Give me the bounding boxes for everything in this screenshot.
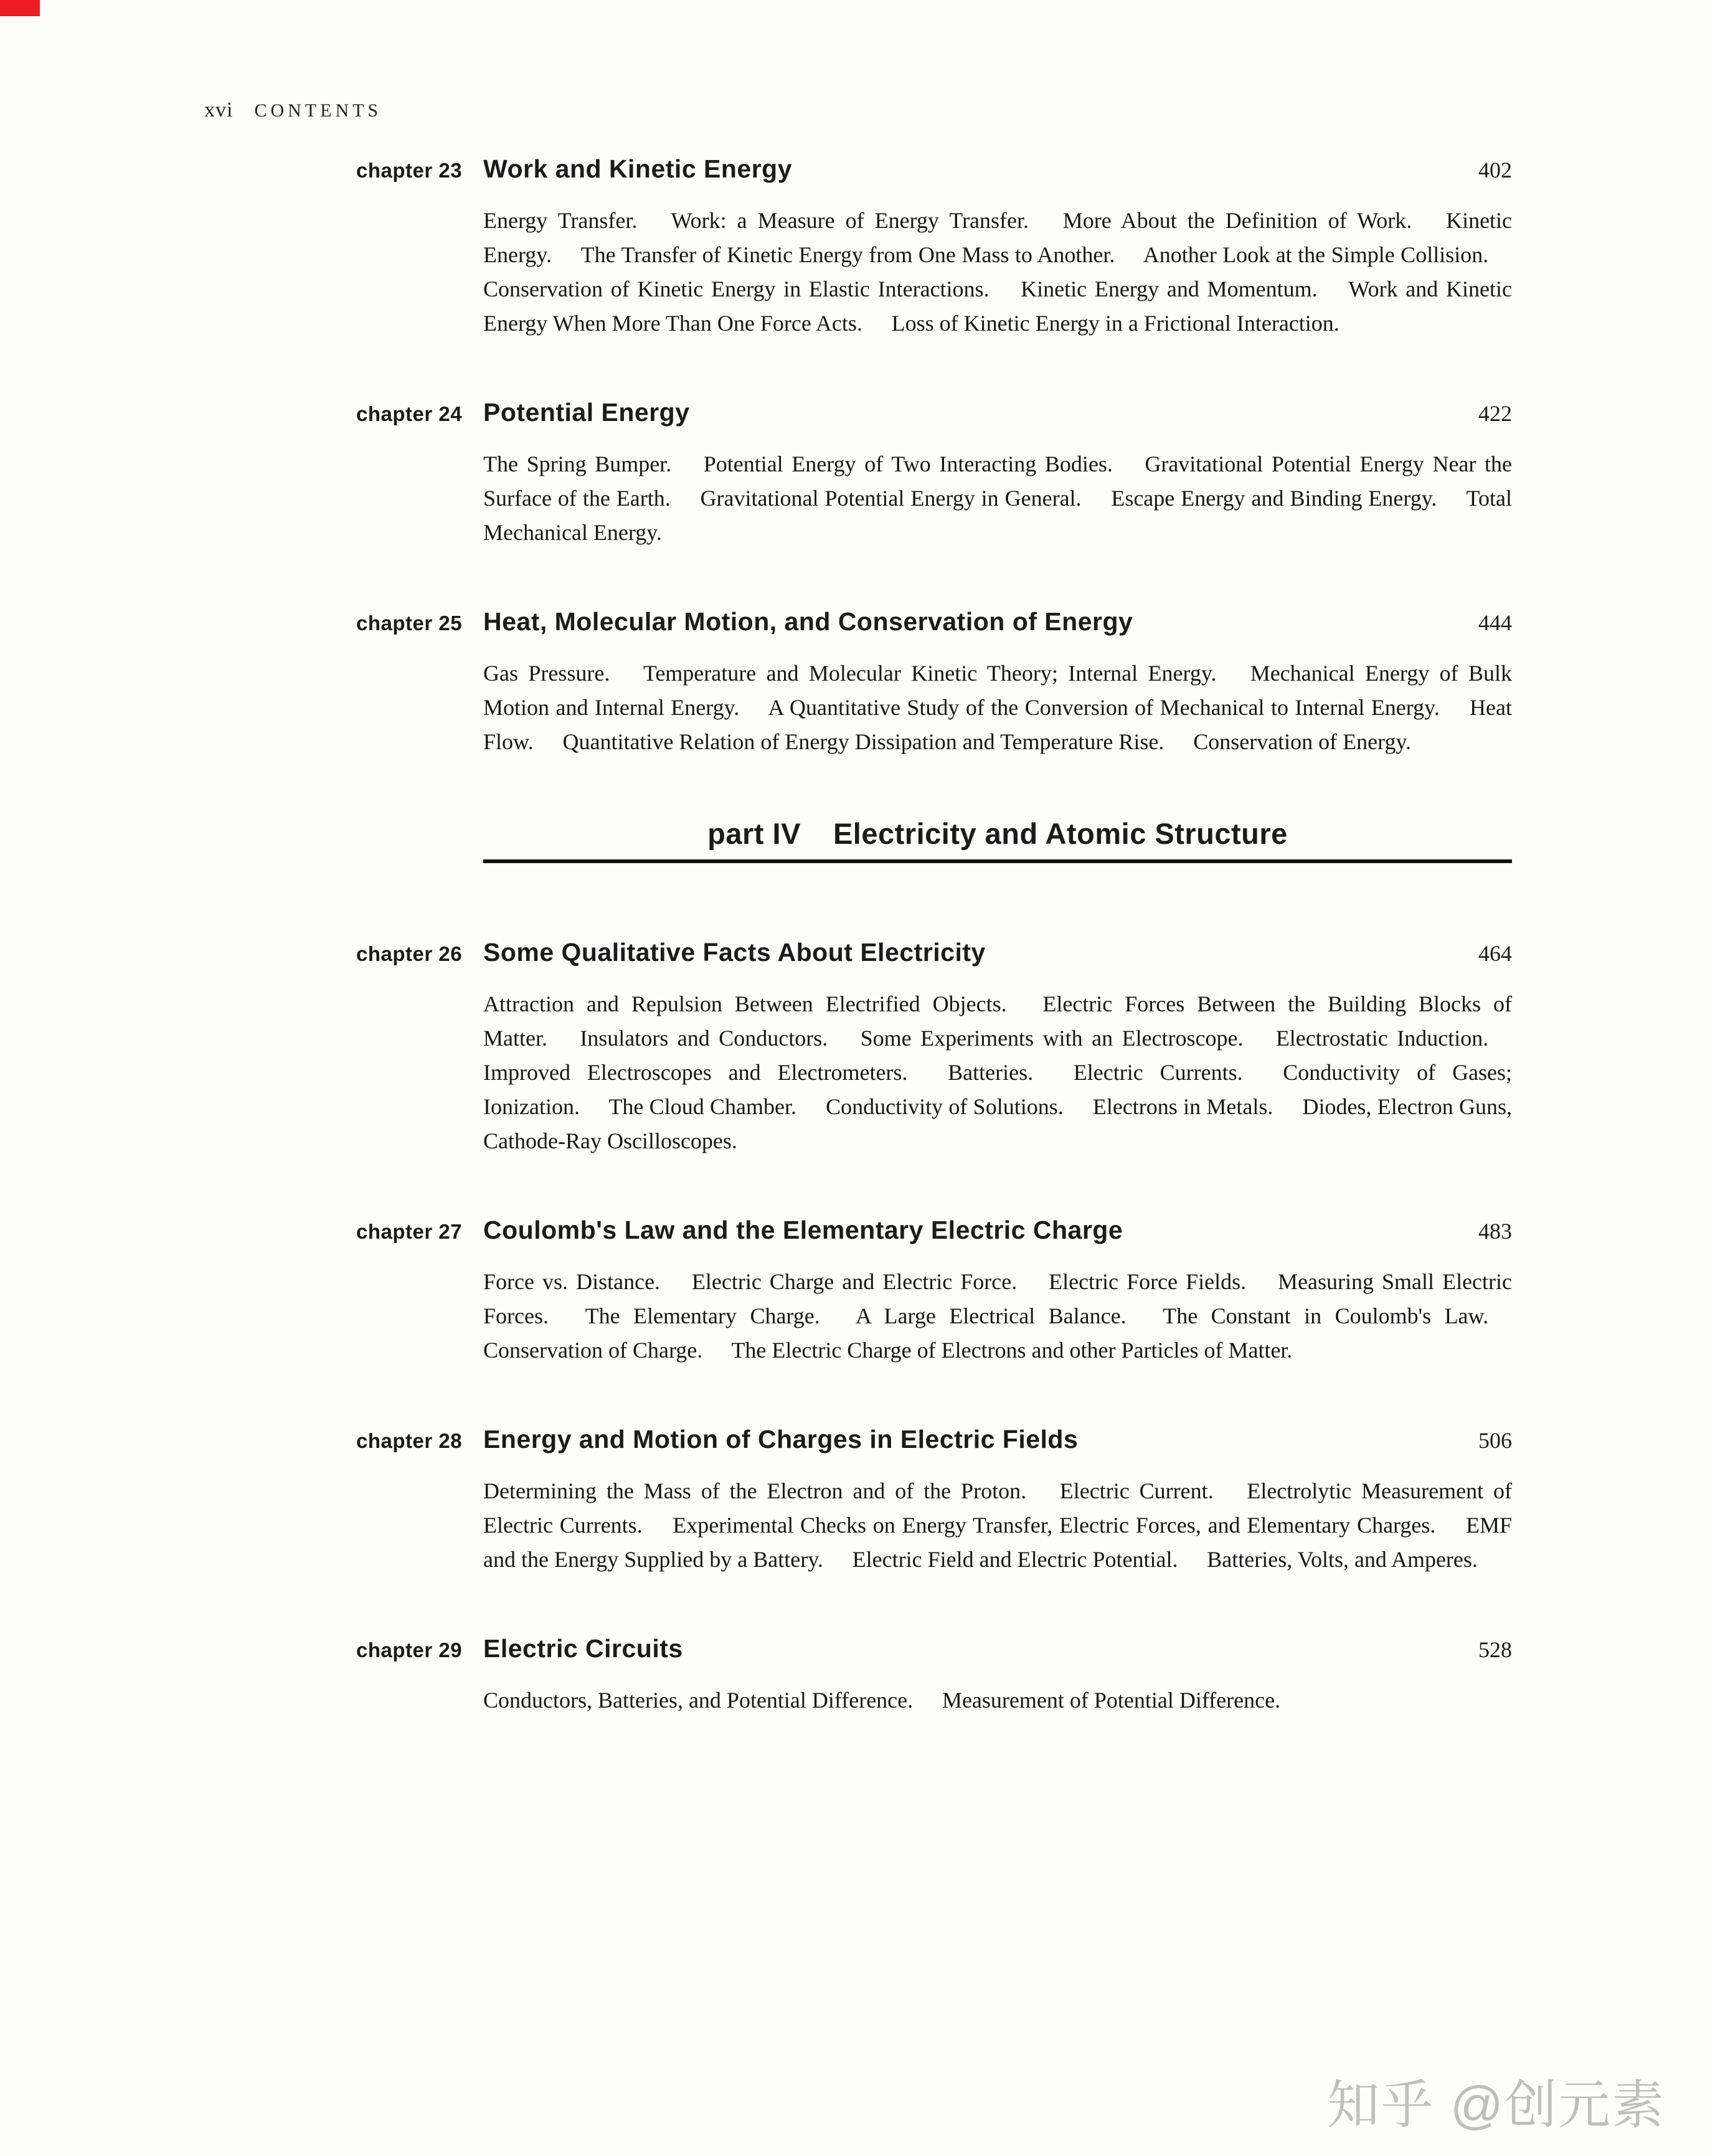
chapter-label: chapter 28 [356,1429,463,1452]
running-head [204,98,382,122]
chapter-heading [356,154,1512,184]
chapter-title: Energy and Motion of Charges in Electric Fields [483,1425,1079,1454]
chapter-label: chapter 25 [356,612,463,635]
chapter-entry-27 [356,1216,1512,1368]
chapter-page-number: 506 [1478,1428,1512,1453]
chapter-entry-26 [356,938,1512,1158]
chapter-title: Heat, Molecular Motion, and Conservation of Energy [483,607,1133,636]
chapter-topics: Determining the Mass of the Electron and of the Proton. Electric Current. Electrolytic Measurement of Electric Currents. Experimental Checks on Energy Transfer, Electric Forces, and Elementary Charges. EMF and the Energy Supplied by a Battery. Electric Field and Electric Potential. Batteries, Volts, and Amperes. [483,1478,1513,1572]
chapter-label: chapter 26 [356,942,463,965]
chapter-label: chapter 24 [356,402,463,425]
red-corner-scan-mark [0,0,40,16]
chapter-title: Potential Energy [483,398,690,427]
chapter-page-number: 444 [1478,610,1512,635]
part-title: Electricity and Atomic Structure [833,817,1288,850]
part-label: part IV [707,817,801,850]
chapter-page-number: 402 [1478,158,1512,182]
chapter-entry-23 [356,154,1512,341]
part-divider [483,816,1512,863]
chapter-title: Electric Circuits [483,1634,683,1663]
chapter-title: Work and Kinetic Energy [483,154,793,183]
chapter-heading [356,938,1512,967]
chapter-entry-28 [356,1425,1512,1577]
chapter-label: chapter 29 [356,1638,463,1662]
watermark: 知乎 @创元素 [1327,2076,1665,2134]
chapter-title: Some Qualitative Facts About Electricity [483,938,986,967]
chapter-topics: Force vs. Distance. Electric Charge and Electric Force. Electric Force Fields. Measuring Small Electric Forces. The Elementary Charge. A Large Electrical Balance. The Constant in Coulomb's Law. Conservation of Charge. The Electric Charge of Electrons and other Particles of Matter. [483,1269,1512,1363]
chapter-page-number: 464 [1478,941,1512,966]
toc-content [356,154,1512,1775]
chapter-heading [356,1425,1512,1454]
chapter-heading [356,607,1512,636]
chapter-heading [356,1634,1512,1663]
chapter-entry-29 [356,1634,1512,1718]
chapter-title: Coulomb's Law and the Elementary Electric Charge [483,1216,1123,1244]
chapter-topics: The Spring Bumper. Potential Energy of Two Interacting Bodies. Gravitational Potential Energy Near the Surface of the Earth. Gravitational Potential Energy in General. Escape Energy and Binding Energy. Total Mechanical Energy. [483,452,1513,545]
chapter-page-number: 483 [1478,1219,1512,1244]
chapter-page-number: 422 [1478,401,1512,426]
running-title: CONTENTS [254,100,382,121]
chapter-heading [356,1216,1512,1245]
chapter-topics: Conductors, Batteries, and Potential Difference. Measurement of Potential Difference. [483,1688,1281,1713]
chapter-label: chapter 27 [356,1220,463,1243]
chapter-topics: Attraction and Repulsion Between Electrified Objects. Electric Forces Between the Building Blocks of Matter. Insulators and Conductors. Some Experiments with an Electroscope. Electrostatic Induction. Improved Electroscopes and Electrometers. Batteries. Electric Currents. Conductivity of Gases; Ionization. The Cloud Chamber. Conductivity of Solutions. Electrons in Metals. Diodes, Electron Guns, Cathode-Ray Oscilloscopes. [483,991,1513,1153]
chapter-topics: Gas Pressure. Temperature and Molecular Kinetic Theory; Internal Energy. Mechanical Energy of Bulk Motion and Internal Energy. A Quantitative Study of the Conversion of Mechanical to Internal Energy. Heat Flow. Quantitative Relation of Energy Dissipation and Temperature Rise. Conservation of Energy. [483,661,1513,754]
chapter-page-number: 528 [1478,1637,1512,1662]
chapter-topics: Energy Transfer. Work: a Measure of Energy Transfer. More About the Definition of Work. Kinetic Energy. The Transfer of Kinetic Energy from One Mass to Another. Another Look at the Simple Collision. Conservation of Kinetic Energy in Elastic Interactions. Kinetic Energy and Momentum. Work and Kinetic Energy When More Than One Force Acts. Loss of Kinetic Energy in a Frictional Interaction. [483,208,1513,336]
chapter-entry-25 [356,607,1512,759]
page-folio: xvi [204,98,234,121]
chapter-heading [356,398,1512,427]
chapter-entry-24 [356,398,1512,550]
chapter-label: chapter 23 [356,159,463,182]
part-rule [483,816,1512,863]
